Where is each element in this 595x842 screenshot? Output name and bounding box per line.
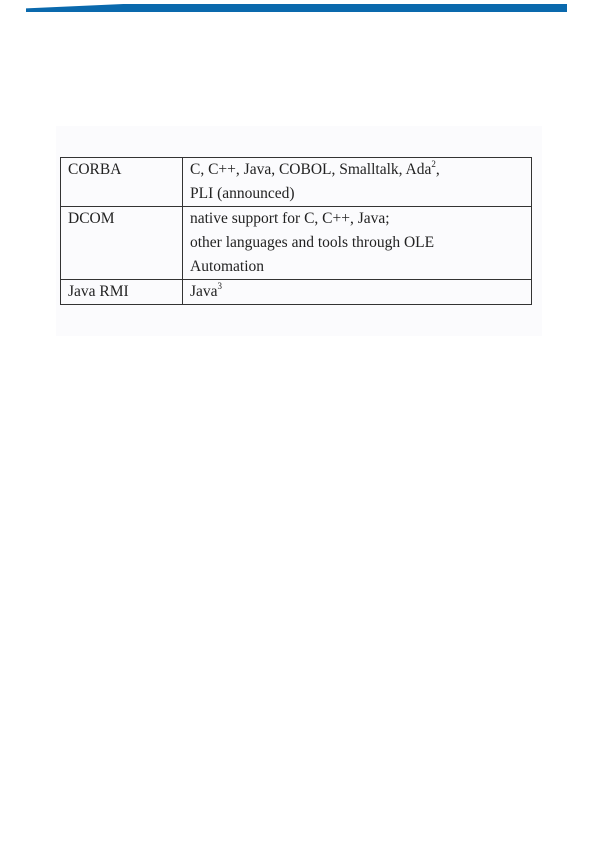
languages-line: Automation bbox=[190, 258, 265, 275]
footnote-marker: 2 bbox=[431, 159, 436, 169]
table-row bbox=[61, 280, 532, 305]
languages-cell bbox=[183, 280, 532, 305]
header-accent-bar bbox=[26, 4, 567, 12]
technology-cell: DCOM bbox=[61, 207, 183, 280]
technology-cell: CORBA bbox=[61, 158, 183, 207]
language-support-table bbox=[60, 157, 532, 305]
languages-line: PLI (announced) bbox=[190, 185, 295, 202]
table-row bbox=[61, 158, 532, 207]
languages-cell bbox=[183, 158, 532, 207]
languages-line: native support for C, C++, Java; bbox=[190, 210, 390, 227]
table-row bbox=[61, 207, 532, 280]
technology-cell: Java RMI bbox=[61, 280, 183, 305]
footnote-marker: 3 bbox=[217, 281, 223, 291]
languages-line: Java$^3$ bbox=[190, 281, 223, 300]
languages-cell bbox=[183, 207, 532, 280]
languages-line: C, C++, Java, COBOL, Smalltalk, Ada$^2$, bbox=[190, 159, 440, 178]
languages-line: other languages and tools through OLE bbox=[190, 234, 435, 251]
